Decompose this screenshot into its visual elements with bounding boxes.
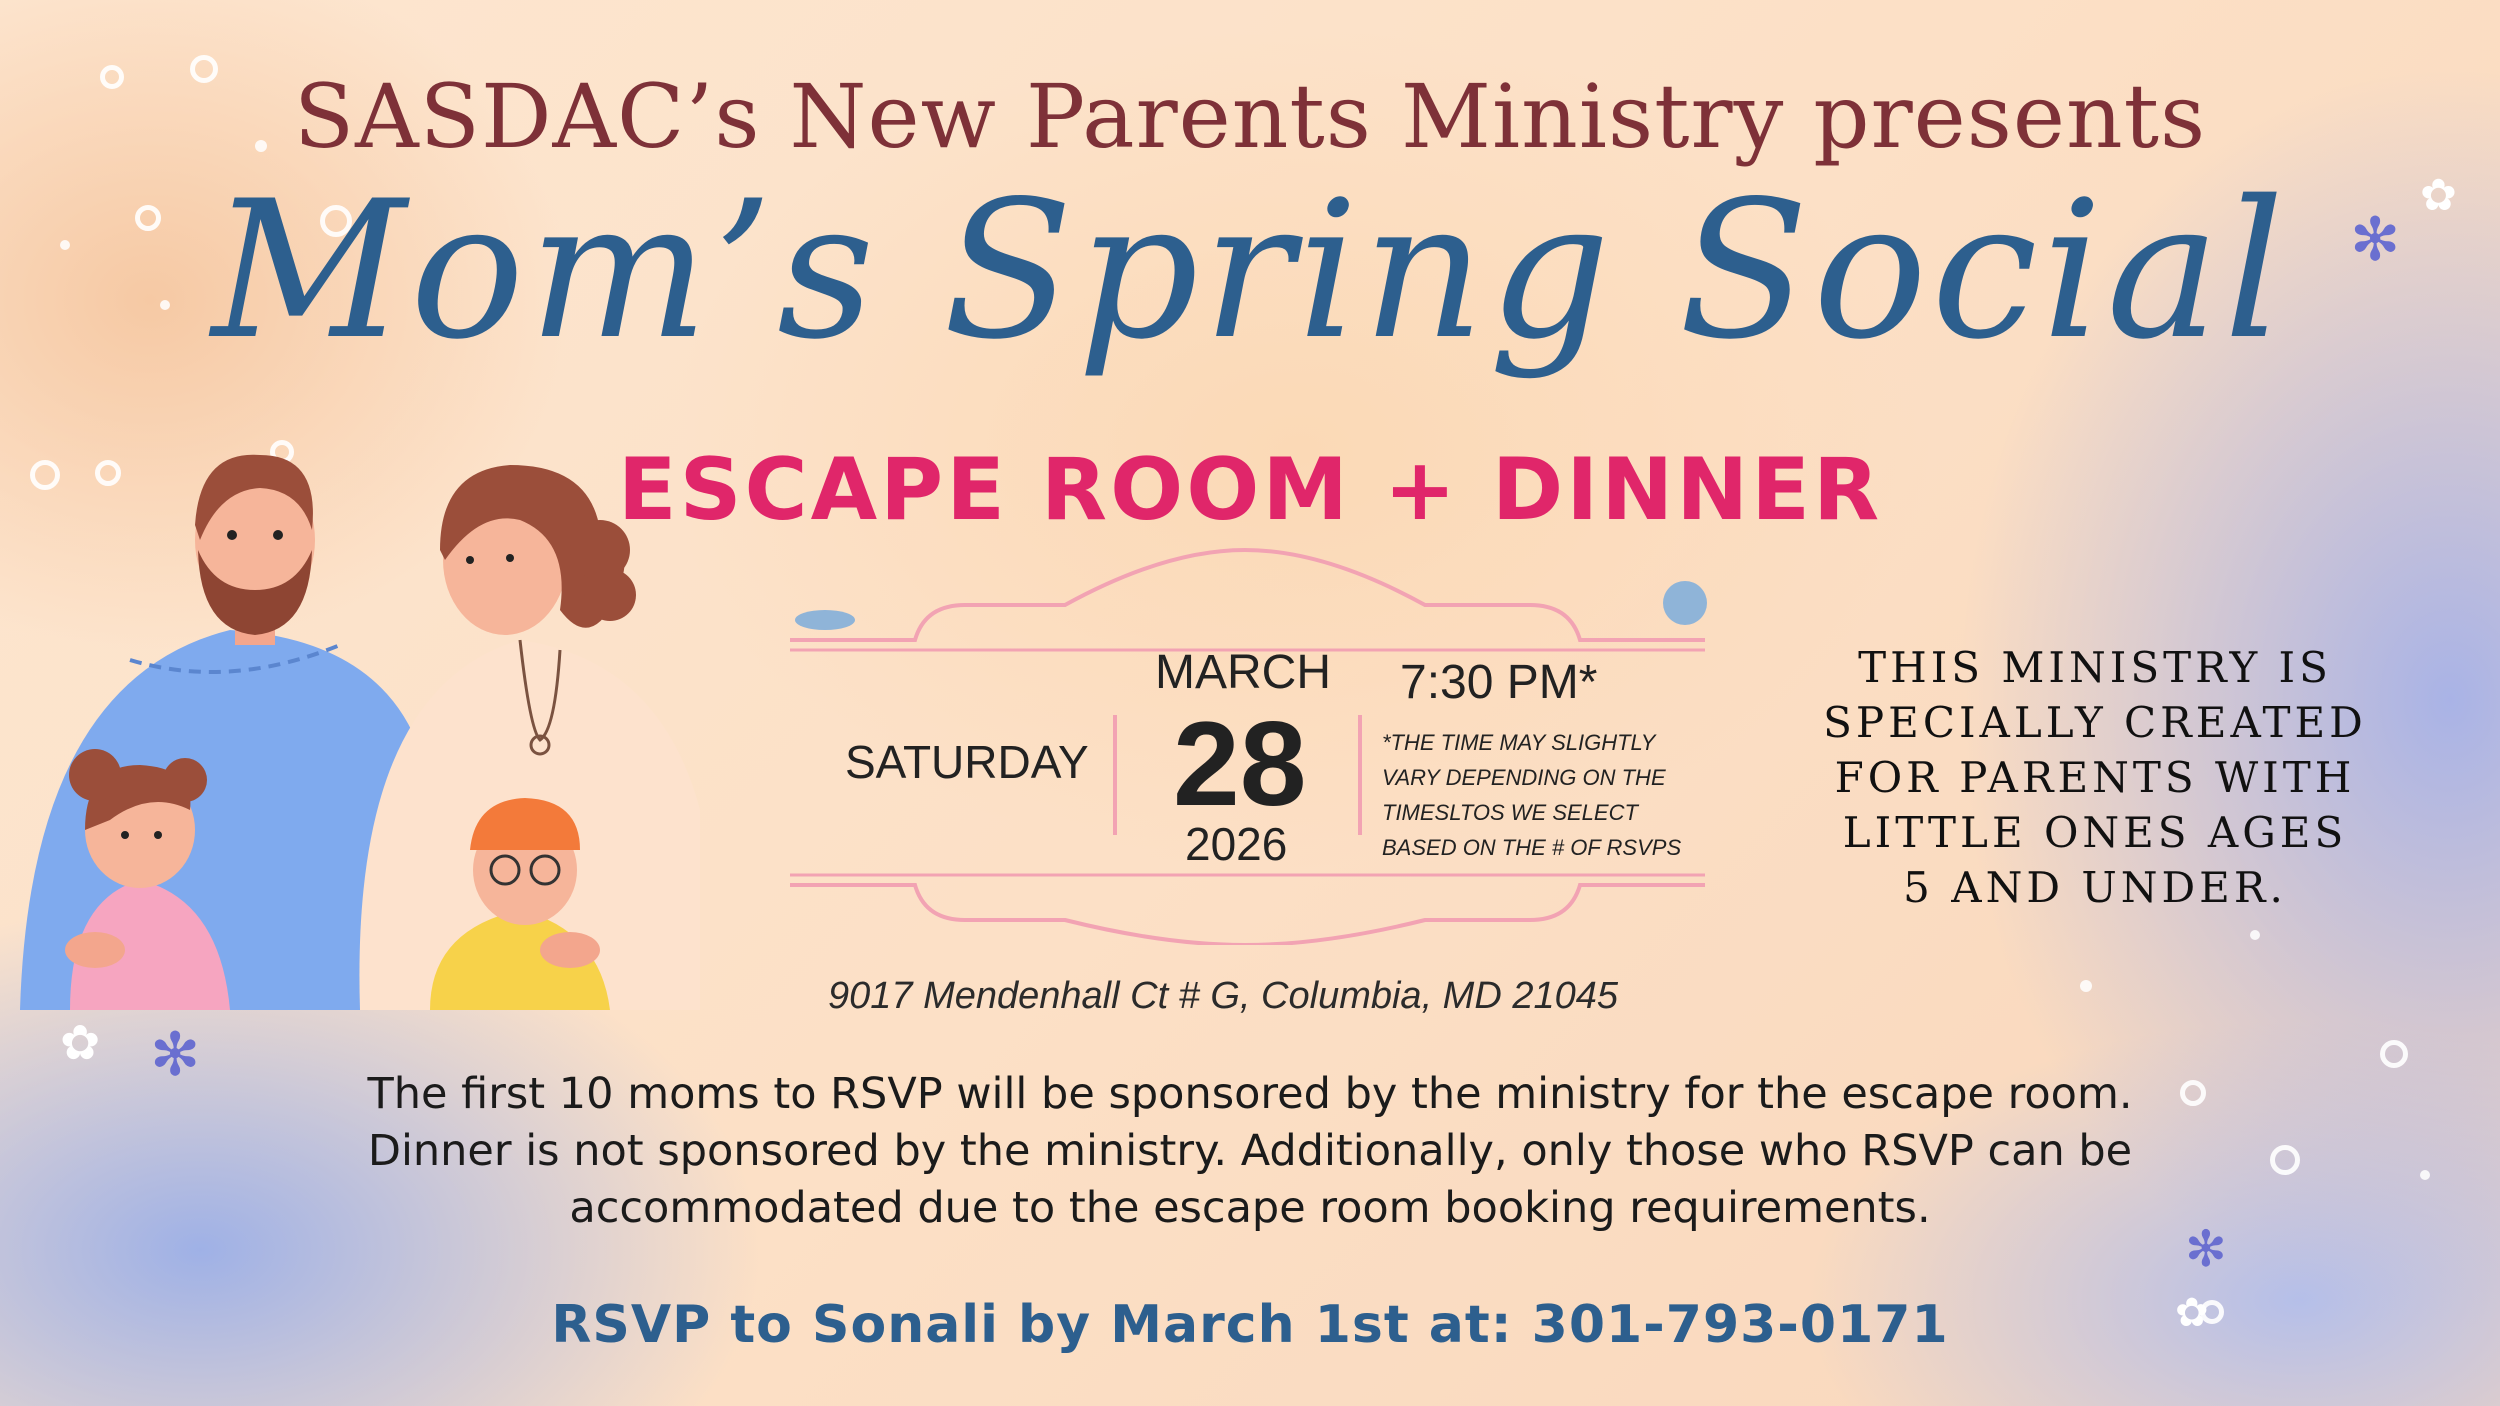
ministry-note: THIS MINISTRY IS SPECIALLY CREATED FOR PARENTS WITH LITTLE ONES AGES 5 AND UNDER.: [1823, 643, 2367, 912]
event-year: 2026: [1185, 818, 1288, 870]
decor-circle: [2380, 1040, 2408, 1068]
decor-dot: [2250, 930, 2260, 940]
flower-icon: ✻: [2350, 205, 2401, 275]
event-date: 28: [1173, 697, 1307, 831]
info-line: accommodated due to the escape room booking requirements.: [569, 1183, 1931, 1233]
info-line: Dinner is not sponsored by the ministry. Additionally, only those who RSVP can be: [367, 1126, 2133, 1176]
flower-icon: ✿: [2175, 1290, 2209, 1336]
event-month: MARCH: [1155, 646, 1331, 699]
event-day: SATURDAY: [845, 736, 1089, 788]
info-paragraph: [250, 1066, 2250, 1237]
decor-dot: [2080, 980, 2092, 992]
flower-icon: ✿: [2420, 170, 2457, 221]
event-ticket: [785, 545, 1710, 945]
decor-circle: [2270, 1145, 2300, 1175]
flower-icon: ✿: [60, 1015, 101, 1071]
rsvp-line: RSVP to Sonali by March 1st at: 301-793-0171: [551, 1295, 1949, 1355]
info-line: The first 10 moms to RSVP will be sponsored by the ministry for the escape room.: [367, 1069, 2133, 1119]
flower-icon: ✻: [2185, 1220, 2227, 1278]
presenter-line: SASDAC’s New Parents Ministry presents: [293, 65, 2207, 168]
event-subtitle: ESCAPE ROOM + DINNER: [617, 440, 1883, 540]
event-address: 9017 Mendenhall Ct # G, Columbia, MD 21045: [828, 975, 1619, 1017]
event-title: Mom’s Spring Social: [211, 160, 2289, 381]
time-note: *THE TIME MAY SLIGHTLY VARY DEPENDING ON THE TIMESLTOS WE SELECT BASED ON THE # OF RSVPS: [1382, 730, 1682, 860]
decor-dot: [2420, 1170, 2430, 1180]
event-time: 7:30 PM*: [1400, 656, 1598, 709]
flower-icon: ✻: [150, 1020, 201, 1090]
